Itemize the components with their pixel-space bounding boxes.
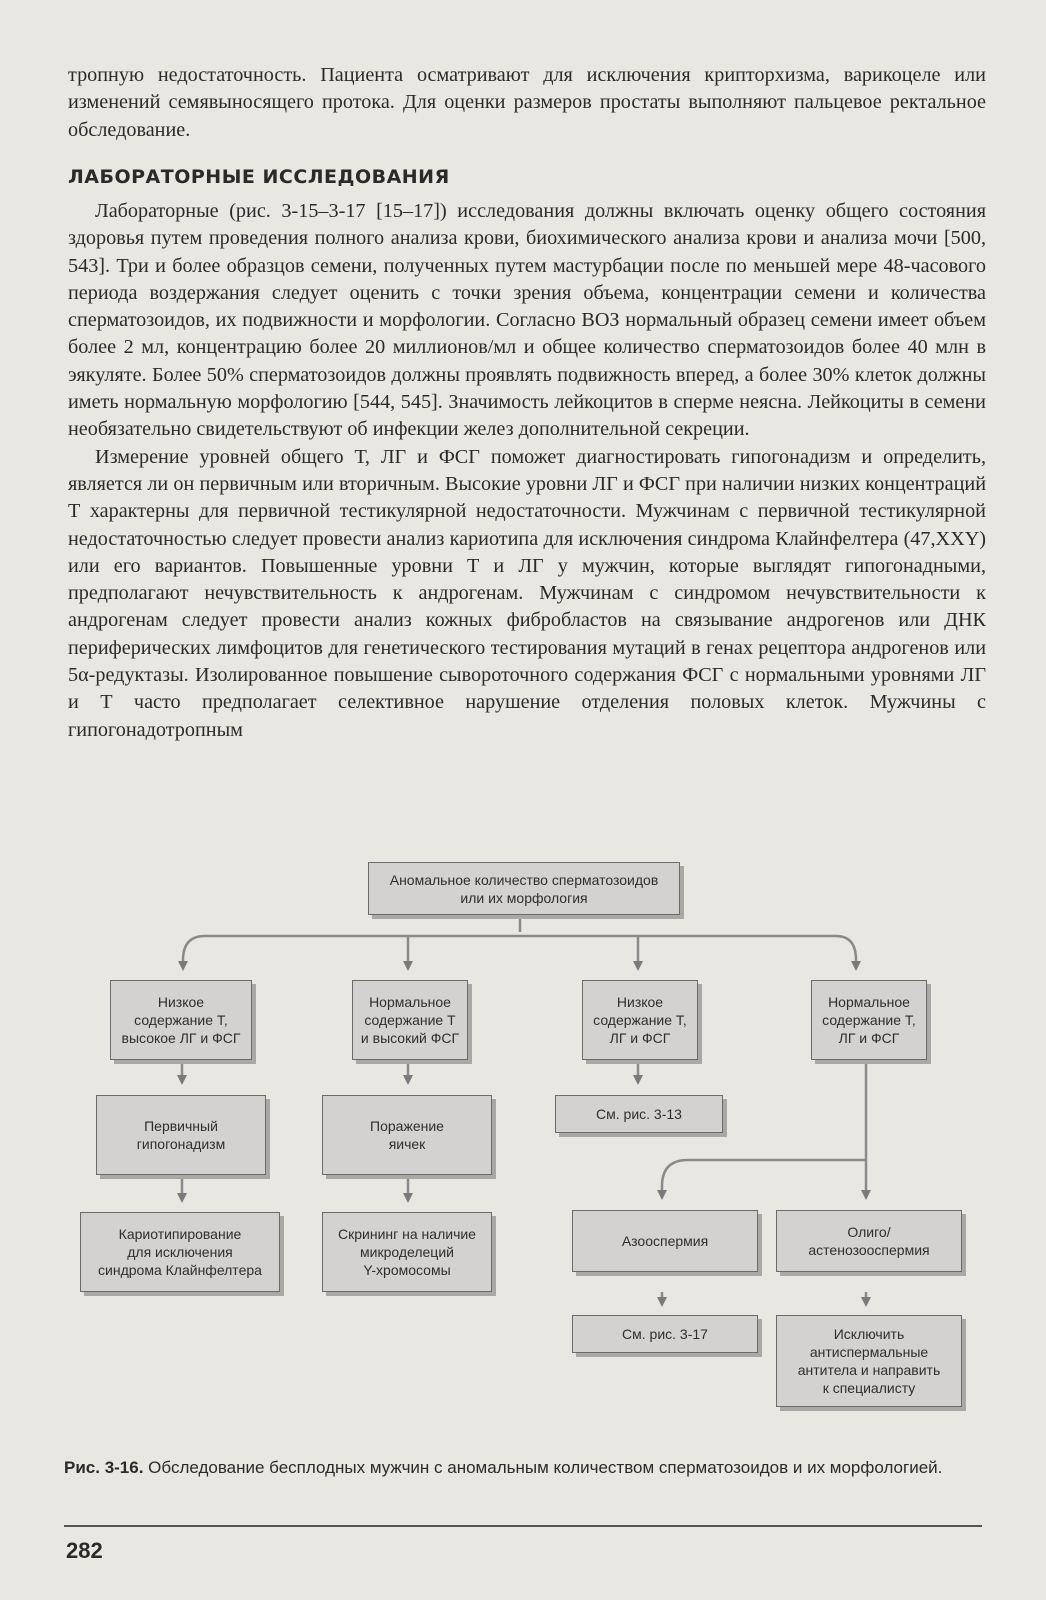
page-number: 282 xyxy=(66,1538,103,1563)
footer-rule xyxy=(64,1525,982,1527)
box-line: микроделеций xyxy=(360,1244,454,1260)
box-line: гипогонадизм xyxy=(136,1136,226,1152)
box-line: См. рис. 3-13 xyxy=(596,1106,682,1122)
box-line: Аномальное количество сперматозоидов xyxy=(389,871,659,888)
box-line: См. рис. 3-17 xyxy=(622,1326,708,1342)
caption-text: Обследование бесплодных мужчин с аномальным количеством сперматозоидов и их морфологией. xyxy=(143,1458,943,1477)
paragraph-lab-tests: Лабораторные (рис. 3-15–3-17 [15–17]) исследования должны включать оценку общего состояния здоровья путем проведения полного анализа крови, биохимического анализа крови и анализа мочи [500, 543]. Три и более образцов семени, полученных путем мастурбации после по меньшей мере 48-часового периода воздержания следует оценить с точки зрения объема, концентрации семени и количества сперматозоидов, их подвижности и морфологии. Согласно ВОЗ нормальный образец семени имеет объем более 2 мл, концентрацию более 20 миллионов/мл и общее количество сперматозоидов более 40 млн в эякуляте. Более 50% сперматозоидов должны проявлять подвижность вперед, а более 30% клеток должны иметь нормальную морфологию [544, 545]. Значимость лейкоцитов в сперме неясна. Лейкоциты в семени необязательно свидетельствуют об инфекции желез дополнительной секреции. xyxy=(68,200,986,441)
section-heading: ЛАБОРАТОРНЫЕ ИССЛЕДОВАНИЯ xyxy=(68,166,450,188)
box-line: к специалисту xyxy=(822,1380,916,1396)
box-exclude-antisperm-antibodies xyxy=(776,1315,962,1407)
box-line: Скрининг на наличие xyxy=(338,1226,476,1242)
box-line: Нормальное xyxy=(369,994,451,1010)
box-line: ЛГ и ФСГ xyxy=(609,1030,671,1046)
lab-section-text xyxy=(68,198,986,744)
box-y-microdeletion-screening xyxy=(322,1212,492,1292)
box-line: содержание Т, xyxy=(593,1012,687,1028)
box-testicular-damage xyxy=(322,1095,492,1175)
box-line: Кариотипирование xyxy=(118,1226,242,1242)
box-abnormal-sperm xyxy=(368,862,680,915)
box-line: яичек xyxy=(388,1136,426,1152)
caption-label: Рис. 3-16. xyxy=(64,1458,144,1477)
box-oligo-asthenozoospermia xyxy=(776,1210,962,1272)
box-azoospermia xyxy=(572,1210,758,1272)
box-line: содержание Т, xyxy=(822,1012,916,1028)
box-line: Поражение xyxy=(370,1118,444,1134)
box-line: Нормальное xyxy=(828,994,910,1010)
flowchart xyxy=(0,860,1046,1430)
box-line: Низкое xyxy=(616,994,664,1010)
paragraph-hormones: Измерение уровней общего Т, ЛГ и ФСГ поможет диагностировать гипогонадизм и определить, является ли он первичным или вторичным. Высокие уровни ЛГ и ФСГ при наличии низких концентраций Т характерны для первичной тестикулярной недостаточности. Мужчинам с первичной тестикулярной недостаточностью следует провести анализ кариотипа для исключения синдрома Клайнфелтера (47,XXY) или его вариантов. Повышенные уровни Т и ЛГ у мужчин, которые выглядят гипогонадными, предполагают нечувствительность к андрогенам. Мужчинам с синдромом нечувствительности к андрогенам следует провести анализ кожных фибробластов на связывание андрогенов или ДНК периферических лимфоцитов для генетического тестирования мутаций в генах рецептора андрогенов или 5α-редуктазы. Изолированное повышение сывороточного содержания ФСГ с нормальными уровнями ЛГ и Т часто предполагает селективное нарушение отделения половых клеток. Мужчины с гипогонадотропным xyxy=(68,445,986,741)
box-line: Исключить xyxy=(833,1326,905,1342)
box-line: и высокий ФСГ xyxy=(360,1030,460,1046)
box-line: синдрома Клайнфелтера xyxy=(98,1262,262,1278)
box-line: высокое ЛГ и ФСГ xyxy=(121,1030,241,1046)
box-line: или их морфология xyxy=(460,889,588,906)
box-line: для исключения xyxy=(127,1244,233,1260)
box-see-fig-3-17 xyxy=(572,1315,758,1353)
box-low-t-high-lh-fsh xyxy=(110,980,252,1060)
box-see-fig-3-13 xyxy=(555,1095,723,1133)
box-normal-t-high-fsh xyxy=(352,980,468,1060)
box-line: содержание Т xyxy=(364,1012,456,1028)
box-normal-t-lh-fsh xyxy=(811,980,927,1060)
box-primary-hypogonadism xyxy=(96,1095,266,1175)
box-line: ЛГ и ФСГ xyxy=(838,1030,900,1046)
box-line: антиспермальные xyxy=(809,1344,929,1360)
box-line: астенозооспермия xyxy=(808,1242,930,1258)
figure-caption xyxy=(64,1456,982,1480)
intro-paragraph xyxy=(68,62,986,144)
box-line: Y-хромосомы xyxy=(363,1262,451,1278)
box-line: антитела и направить xyxy=(797,1362,941,1378)
branch-bar xyxy=(183,936,856,966)
box-line: Низкое xyxy=(157,994,205,1010)
box-line: содержание Т, xyxy=(134,1012,228,1028)
box-line: Азооспермия xyxy=(621,1233,709,1249)
box-low-t-lh-fsh xyxy=(582,980,698,1060)
paragraph-continued: тропную недостаточность. Пациента осматривают для исключения крипторхизма, варикоцеле или изменений семявыносящего протока. Для оценки размеров простаты выполняют пальцевое ректальное обследование. xyxy=(68,64,986,141)
box-line: Первичный xyxy=(144,1118,218,1134)
box-karyotyping xyxy=(80,1212,280,1292)
box-line: Олиго/ xyxy=(847,1224,891,1240)
